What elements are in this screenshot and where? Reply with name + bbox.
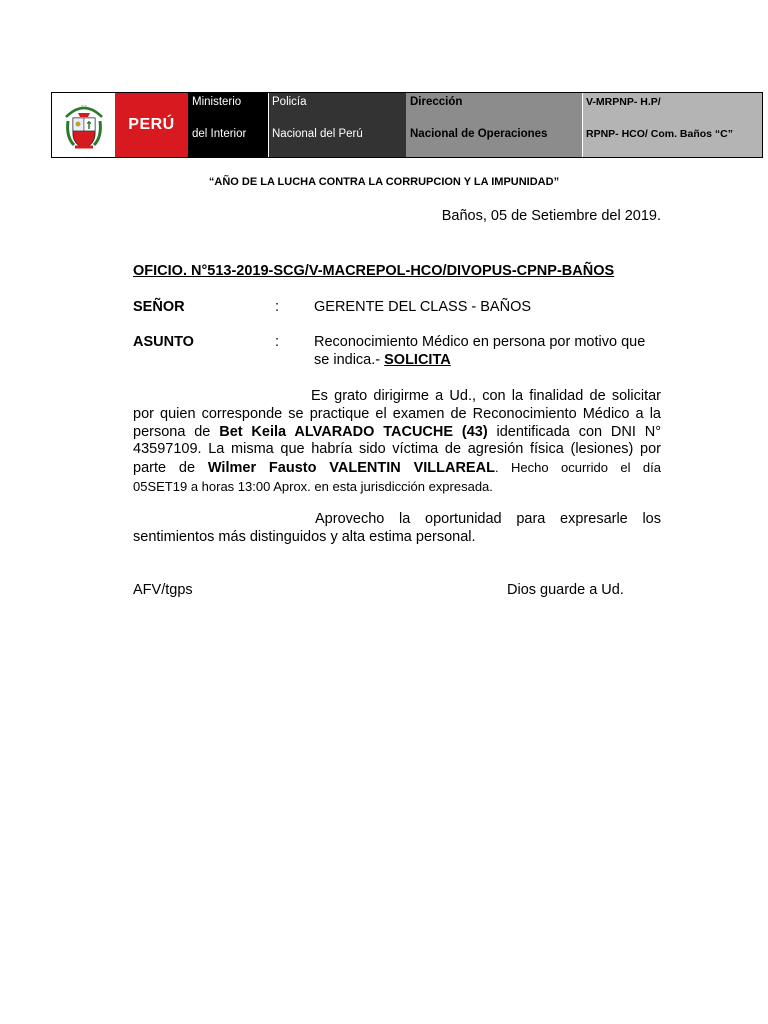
body1-line3	[133, 424, 661, 442]
peru-coat-of-arms-icon	[60, 97, 108, 153]
direction-cell	[406, 93, 582, 157]
senor-value: GERENTE DEL CLASS - BAÑOS	[314, 299, 532, 315]
police-line2: Nacional del Perú	[272, 128, 363, 140]
body1-line4: 43597109. La misma que habría sido víctima de agresión física (lesiones) por	[133, 441, 661, 458]
country-name: PERÚ	[128, 116, 175, 133]
asunto-line1: Reconocimiento Médico en persona por motivo que	[314, 334, 646, 350]
senor-label: SEÑOR	[133, 299, 185, 315]
body1-line5-c: . Hecho ocurrido el día	[494, 460, 661, 476]
country-label	[115, 93, 188, 157]
asunto-label: ASUNTO	[133, 334, 194, 350]
body1-line3-a: persona de	[133, 423, 220, 440]
asunto-colon: :	[275, 334, 280, 350]
asunto-line2-prefix: se indica.-	[314, 352, 385, 368]
cell-divider	[582, 93, 583, 157]
initials: AFV/tgps	[133, 582, 193, 598]
body-paragraph-2	[133, 511, 661, 547]
coat-of-arms-cell	[52, 93, 115, 157]
closing-salutation: Dios guarde a Ud.	[507, 582, 624, 598]
unit-line1: V-MRPNP- H.P/	[586, 96, 661, 108]
letterhead	[51, 92, 763, 158]
unit-cell	[582, 93, 762, 157]
police-line1: Policía	[272, 96, 307, 108]
aggressor-name: Wilmer Fausto VALENTIN VILLAREAL	[207, 460, 495, 477]
ministry-line2: del Interior	[192, 128, 247, 140]
direction-line1: Dirección	[410, 96, 463, 108]
body-paragraph-1	[133, 388, 661, 496]
unit-line2: RPNP- HCO/ Com. Baños “C”	[586, 128, 734, 140]
ministry-line1: Ministerio	[192, 96, 242, 108]
body1-line5	[133, 459, 661, 478]
body2-line1	[133, 511, 661, 529]
body1-line3-c: identificada con DNI N°	[487, 423, 662, 440]
ministry-cell	[188, 93, 268, 157]
svg-text:·····: ·····	[80, 103, 87, 108]
motto: “AÑO DE LA LUCHA CONTRA LA CORRUPCION Y LA IMPUNIDAD”	[208, 176, 560, 188]
body1-line2: por quien corresponde se practique el examen de Reconocimiento Médico a la	[133, 405, 661, 422]
police-cell	[268, 93, 406, 157]
body1-line1	[133, 388, 661, 406]
cell-divider	[268, 93, 269, 157]
direction-line2: Nacional de Operaciones	[410, 128, 548, 140]
asunto-line2	[314, 352, 451, 368]
body2-line2: sentimientos más distinguidos y alta estima personal.	[133, 528, 476, 545]
asunto-emphasis: SOLICITA	[384, 352, 451, 368]
oficio-number: OFICIO. N°513-2019-SCG/V-MACREPOL-HCO/DIVOPUS-CPNP-BAÑOS	[133, 263, 615, 279]
victim-name: Bet Keila ALVARADO TACUCHE (43)	[219, 423, 488, 440]
letter-date: Baños, 05 de Setiembre del 2019.	[441, 208, 661, 224]
body2-line1-text: Aprovecho la oportunidad para expresarle los	[315, 511, 661, 527]
body1-line1-text: Es grato dirigirme a Ud., con la finalidad de solicitar	[311, 388, 661, 404]
senor-colon: :	[275, 299, 280, 315]
body1-line5-a: parte de	[133, 460, 208, 477]
body1-line6: 05SET19 a horas 13:00 Aprox. en esta jurisdicción expresada.	[133, 478, 493, 494]
